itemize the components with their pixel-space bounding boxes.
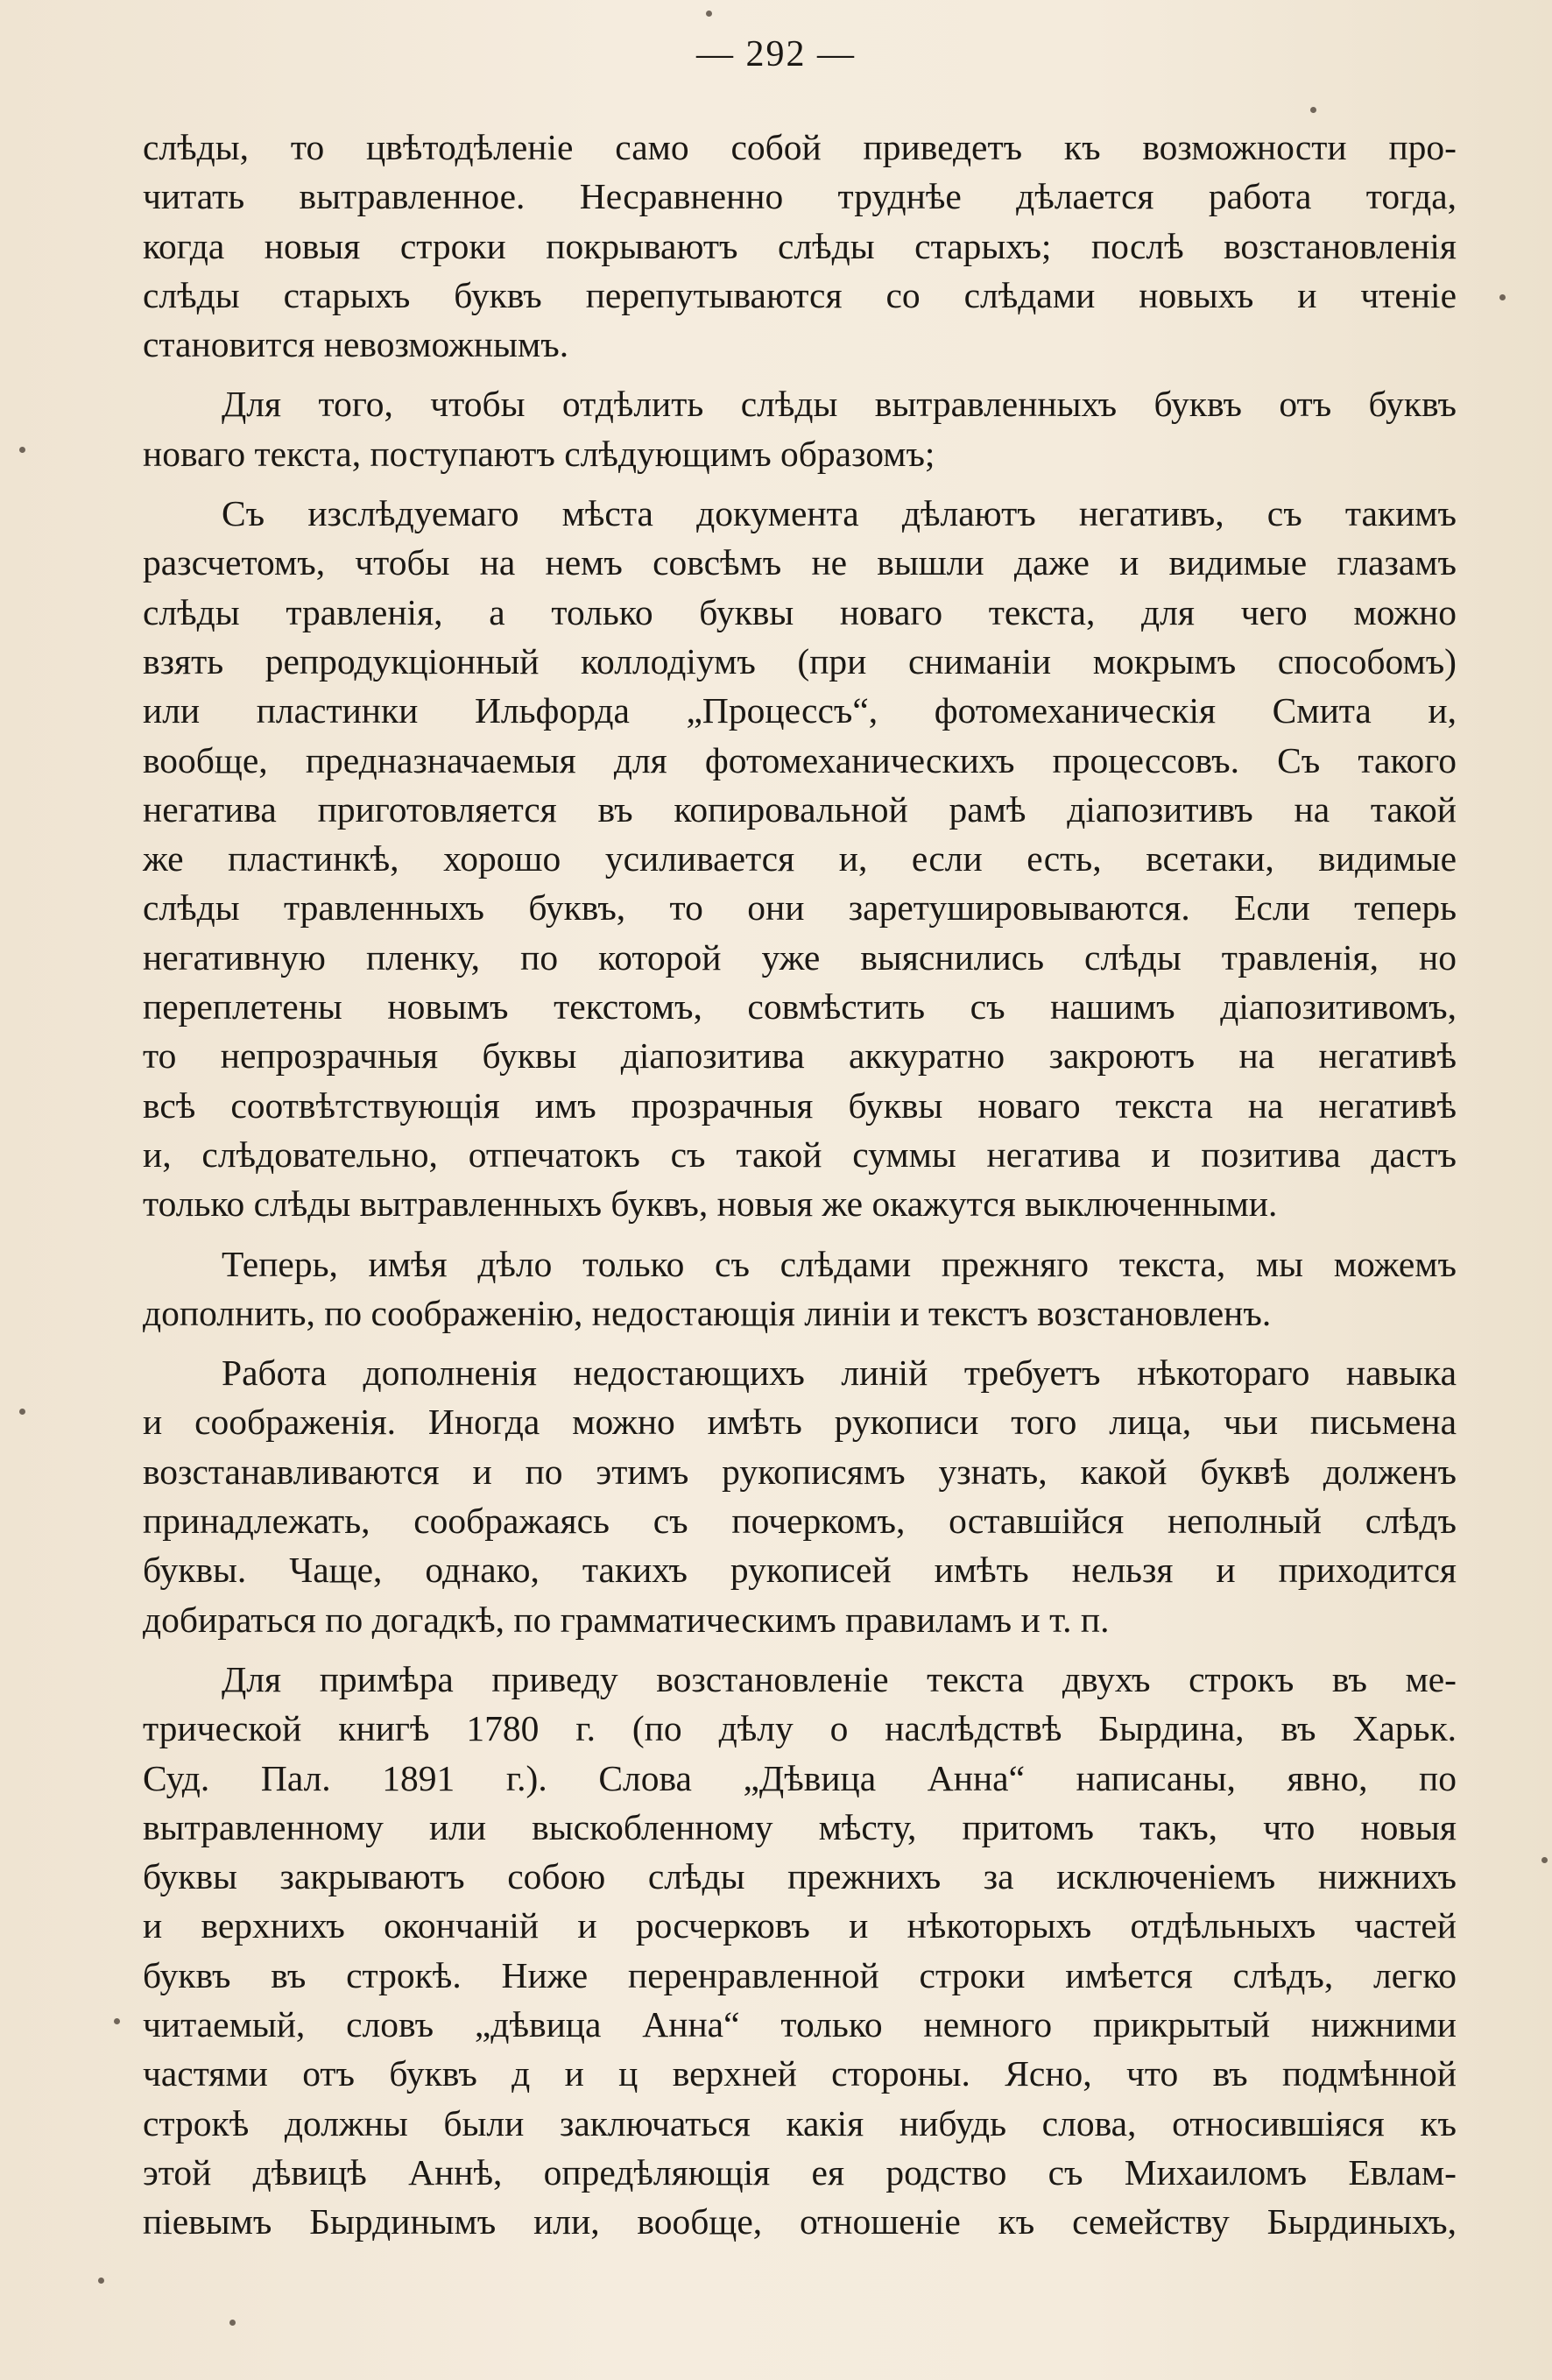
text-line: буквы. Чаще, однако, такихъ рукописей имѣть нельзя и приходится: [143, 1550, 1457, 1591]
paragraph-5: [143, 1348, 1457, 1644]
text-line: негатива приготовляется въ копировальной рамѣ діапозитивъ на такой: [143, 788, 1457, 830]
text-line: Для примѣра приведу возстановленіе текста двухъ строкъ въ ме-: [222, 1658, 1457, 1699]
text-line: Теперь, имѣя дѣло только съ слѣдами прежняго текста, мы можемъ: [222, 1243, 1457, 1284]
paper-speck: [706, 11, 712, 17]
text-line: слѣды, то цвѣтодѣленіе само собой приведетъ къ возможности про-: [143, 127, 1457, 167]
paper-speck: [114, 2018, 120, 2024]
text-line: новаго текста, поступаютъ слѣдующимъ образомъ;: [143, 433, 935, 474]
text-line: слѣды старыхъ буквъ перепутываются со слѣдами новыхъ и чтеніе: [143, 274, 1457, 315]
text-line: переплетены новымъ текстомъ, совмѣстить съ нашимъ діапозитивомъ,: [143, 986, 1457, 1028]
text-line: только слѣды вытравленныхъ буквъ, новыя же окажутся выключенными.: [143, 1183, 1278, 1225]
text-line: возстанавливаются и по этимъ рукописямъ узнать, какой буквѣ долженъ: [143, 1451, 1457, 1492]
text-line: взять репродукціонный коллодіумъ (при сниманіи мокрымъ способомъ): [143, 640, 1457, 682]
text-line: вытравленному или выскобленному мѣсту, притомъ такъ, что новыя: [143, 1806, 1457, 1847]
text-line: добираться по догадкѣ, по грамматическимъ правиламъ и т. п.: [143, 1599, 1110, 1640]
text-line: слѣды травленныхъ буквъ, то они заретушировываются. Если теперь: [143, 887, 1457, 929]
text-line: или пластинки Ильфорда „Процессъ“, фотомеханическія Смита и,: [143, 690, 1457, 731]
text-line: Для того, чтобы отдѣлить слѣды вытравленныхъ буквъ отъ буквъ: [222, 384, 1457, 425]
paper-speck: [1541, 1857, 1548, 1863]
text-line: трической книгѣ 1780 г. (по дѣлу о наслѣдствѣ Бырдина, въ Харьк.: [143, 1708, 1457, 1749]
text-line: разсчетомъ, чтобы на немъ совсѣмъ не вышли даже и видимые глазамъ: [143, 542, 1457, 583]
paragraph-2: [143, 379, 1457, 478]
paper-speck: [229, 2320, 236, 2326]
text-line: Съ изслѣдуемаго мѣста документа дѣлаютъ негативъ, съ такимъ: [222, 493, 1457, 534]
paper-speck: [19, 447, 25, 453]
text-line: піевымъ Бырдинымъ или, вообще, отношеніе къ семейству Бырдиныхъ,: [143, 2201, 1457, 2242]
paragraph-1: [143, 123, 1457, 369]
paragraph-3: [143, 489, 1457, 1228]
text-line: и, слѣдовательно, отпечатокъ съ такой суммы негатива и позитива дастъ: [143, 1134, 1457, 1175]
text-line: когда новыя строки покрываютъ слѣды старыхъ; послѣ возстановленія: [143, 225, 1457, 266]
text-line: частями отъ буквъ д и ц верхней стороны. Ясно, что въ подмѣнной: [143, 2053, 1457, 2094]
text-line: вообще, предназначаемыя для фотомеханическихъ процессовъ. Съ такого: [143, 739, 1457, 780]
paragraph-6: [143, 1655, 1457, 2247]
paragraph-4: [143, 1239, 1457, 1338]
text-line: читаемый, словъ „дѣвица Анна“ только немного прикрытый нижними: [143, 2003, 1457, 2045]
text-line: негативную пленку, по которой уже выяснились слѣды травленія, но: [143, 936, 1457, 978]
text-line: Работа дополненія недостающихъ линій требуетъ нѣкотораго навыка: [222, 1352, 1457, 1394]
paper-speck: [1310, 107, 1316, 113]
text-line: дополнить, по соображенію, недостающія линіи и текстъ возстановленъ.: [143, 1292, 1272, 1333]
text-line: этой дѣвицѣ Аннѣ, опредѣляющія ея родство съ Михаиломъ Евлам-: [143, 2151, 1457, 2193]
text-line: то непрозрачныя буквы діапозитива аккуратно закроютъ на негативѣ: [143, 1035, 1457, 1077]
text-line: читать вытравленное. Несравненно труднѣе дѣлается работа тогда,: [143, 176, 1457, 217]
body-text: [143, 123, 1457, 2246]
text-line: Суд. Пал. 1891 г.). Слова „Дѣвица Анна“ написаны, явно, по: [143, 1757, 1457, 1798]
text-line: и соображенія. Иногда можно имѣть рукописи того лица, чьи письмена: [143, 1402, 1457, 1443]
text-line: слѣды травленія, а только буквы новаго текста, для чего можно: [143, 591, 1457, 632]
text-line: становится невозможнымъ.: [143, 324, 569, 365]
text-line: буквы закрываютъ собою слѣды прежнихъ за исключеніемъ нижнихъ: [143, 1856, 1457, 1897]
paper-speck: [1499, 294, 1506, 300]
text-line: и верхнихъ окончаній и росчерковъ и нѣкоторыхъ отдѣльныхъ частей: [143, 1905, 1457, 1946]
text-line: принадлежать, соображаясь съ почеркомъ, оставшійся неполный слѣдъ: [143, 1501, 1457, 1542]
text-line: всѣ соотвѣтствующія имъ прозрачныя буквы новаго текста на негативѣ: [143, 1084, 1457, 1126]
text-line: строкѣ должны были заключаться какія нибудь слова, относившіяся къ: [143, 2102, 1457, 2143]
page-number: — 292 —: [696, 34, 856, 74]
text-line: буквъ въ строкѣ. Ниже перенравленной строки имѣется слѣдъ, легко: [143, 1954, 1457, 1995]
paper-speck: [19, 1409, 25, 1415]
paper-speck: [98, 2278, 104, 2284]
text-line: же пластинкѣ, хорошо усиливается и, если есть, всетаки, видимые: [143, 838, 1457, 879]
